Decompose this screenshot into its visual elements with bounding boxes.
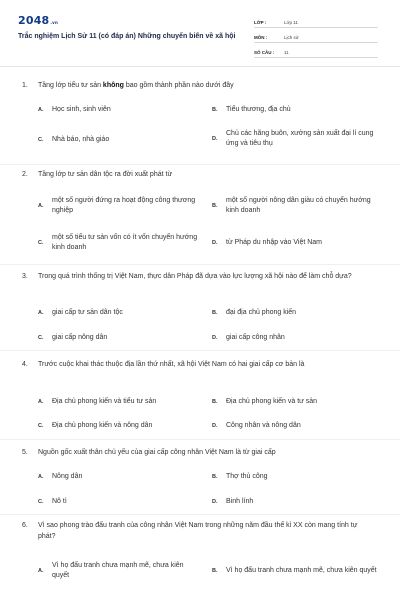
question-text: Trước cuộc khai thác thuộc địa lần thứ nhất, xã hội Việt Nam có hai giai cấp cơ bản là (38, 361, 305, 368)
question-2 (22, 169, 372, 180)
document-header (0, 0, 400, 64)
option-a[interactable] (38, 558, 198, 584)
option-text: một số người đứng ra hoạt động công thương nghiệp (52, 197, 196, 214)
question-4 (22, 359, 372, 370)
option-d[interactable] (212, 237, 378, 249)
option-letter: A. (38, 203, 44, 209)
logo-main: 2048 (18, 14, 50, 27)
option-letter: C. (38, 335, 44, 341)
option-letter: D. (212, 499, 218, 505)
option-a[interactable] (38, 104, 198, 116)
option-b[interactable] (212, 193, 378, 219)
option-text: Địa chủ phong kiến và nông dân (52, 422, 153, 429)
option-letter: D. (212, 335, 218, 341)
question-6 (22, 520, 372, 542)
option-letter: B. (212, 310, 218, 316)
question-number: 5. (22, 449, 28, 456)
option-a[interactable] (38, 307, 198, 319)
option-b[interactable] (212, 396, 378, 408)
option-letter: B. (212, 203, 218, 209)
option-b[interactable] (212, 471, 378, 483)
page-title: Trắc nghiệm Lịch Sử 11 (có đáp án) Những chuyển biến về xã hội (18, 33, 236, 40)
question-text (38, 80, 372, 91)
option-letter: D. (212, 423, 218, 429)
question-5 (22, 447, 372, 458)
option-b[interactable] (212, 104, 372, 116)
option-c[interactable] (38, 134, 198, 146)
option-b[interactable] (212, 307, 378, 319)
header-divider (0, 66, 400, 67)
meta-value: Lớp 11 (284, 20, 298, 25)
option-d[interactable] (212, 126, 378, 152)
logo-sub: .vn (50, 20, 58, 25)
option-text: Nô tì (52, 498, 67, 505)
option-text: Nông dân (52, 473, 83, 480)
option-text: từ Pháp du nhập vào Việt Nam (226, 239, 323, 246)
option-text: Tiểu thương, địa chủ (226, 106, 291, 113)
option-b[interactable] (212, 558, 378, 584)
question-separator (0, 514, 400, 515)
meta-value: 11 (284, 50, 289, 55)
option-letter: B. (212, 399, 218, 405)
question-separator (0, 439, 400, 440)
option-a[interactable] (38, 193, 198, 219)
meta-row-count (254, 44, 378, 58)
option-text: Địa chủ phong kiến và tư sản (226, 398, 318, 405)
option-d[interactable] (212, 420, 378, 432)
option-text: một số người nông dân giàu có chuyển hướng kinh doanh (226, 197, 371, 214)
option-text: Vì họ đấu tranh chưa mạnh mẽ, chưa kiên quyết (52, 562, 184, 579)
question-number: 6. (22, 522, 28, 529)
option-d[interactable] (212, 332, 378, 344)
option-a[interactable] (38, 396, 198, 408)
question-separator (0, 264, 400, 265)
question-text-part: Tầng lớp tiểu tư sản (38, 82, 103, 89)
option-text: một số tiểu tư sản vốn có ít vốn chuyển hướng kinh doanh (52, 234, 198, 251)
question-text: Tầng lớp tư sản dân tộc ra đời xuất phát từ (38, 171, 173, 178)
meta-value: Lịch sử (284, 35, 299, 40)
question-3 (22, 271, 372, 282)
option-letter: C. (38, 423, 44, 429)
question-text-bold: không (102, 82, 124, 89)
question-text: Trong quá trình thống trị Việt Nam, thực dân Pháp đã dựa vào lực lượng xã hội nào để làm chỗ dựa? (38, 273, 352, 280)
question-text: Vì sao phong trào đấu tranh của công nhân Việt Nam trong những năm đầu thế kỉ XX còn mang tính tự phát? (38, 522, 358, 540)
option-c[interactable] (38, 230, 198, 256)
option-d[interactable] (212, 496, 378, 508)
meta-label: SỐ CÂU : (254, 50, 275, 55)
option-text: Binh lính (226, 498, 254, 505)
option-text: Nhà báo, nhà giáo (52, 136, 110, 143)
question-number: 3. (22, 273, 28, 280)
option-letter: A. (38, 107, 44, 113)
site-logo[interactable] (18, 14, 58, 27)
question-separator (0, 350, 400, 351)
option-text: Công nhân và nông dân (226, 422, 301, 429)
option-text: Địa chủ phong kiến và tiểu tư sản (52, 398, 157, 405)
meta-info (254, 14, 378, 59)
option-text: Học sinh, sinh viên (52, 106, 111, 113)
option-letter: A. (38, 310, 44, 316)
option-letter: B. (212, 568, 218, 574)
option-a[interactable] (38, 471, 198, 483)
option-letter: B. (212, 474, 218, 480)
option-letter: C. (38, 240, 44, 246)
option-text: giai cấp công nhân (226, 334, 285, 341)
option-letter: C. (38, 137, 44, 143)
option-letter: A. (38, 568, 44, 574)
option-text: Vì họ đấu tranh chưa mạnh mẽ, chưa kiên quyết (226, 567, 377, 574)
option-text: giai cấp tư sản dân tộc (52, 309, 123, 316)
option-c[interactable] (38, 496, 198, 508)
option-text: Chủ các hãng buôn, xưởng sản xuất đại lí cung ứng và tiêu thụ (226, 130, 374, 147)
meta-row-subject (254, 29, 378, 43)
option-text: giai cấp nông dân (52, 334, 108, 341)
question-text: Nguồn gốc xuất thân chủ yếu của giai cấp công nhân Việt Nam là từ giai cấp (38, 449, 276, 456)
option-c[interactable] (38, 420, 198, 432)
question-separator (0, 164, 400, 165)
option-letter: D. (212, 136, 218, 142)
option-letter: B. (212, 107, 218, 113)
option-text: Thợ thủ công (226, 473, 268, 480)
meta-row-class (254, 14, 378, 28)
option-text: đại địa chủ phong kiến (226, 309, 297, 316)
meta-label: LỚP : (254, 20, 267, 25)
option-letter: A. (38, 399, 44, 405)
option-letter: A. (38, 474, 44, 480)
meta-label: MÔN : (254, 35, 268, 40)
option-c[interactable] (38, 332, 198, 344)
question-number: 2. (22, 171, 28, 178)
option-letter: C. (38, 499, 44, 505)
question-number: 4. (22, 361, 28, 368)
question-number: 1. (22, 82, 28, 89)
question-1 (22, 80, 372, 91)
option-letter: D. (212, 240, 218, 246)
question-text-part: bao gồm thành phần nào dưới đây (123, 82, 234, 89)
